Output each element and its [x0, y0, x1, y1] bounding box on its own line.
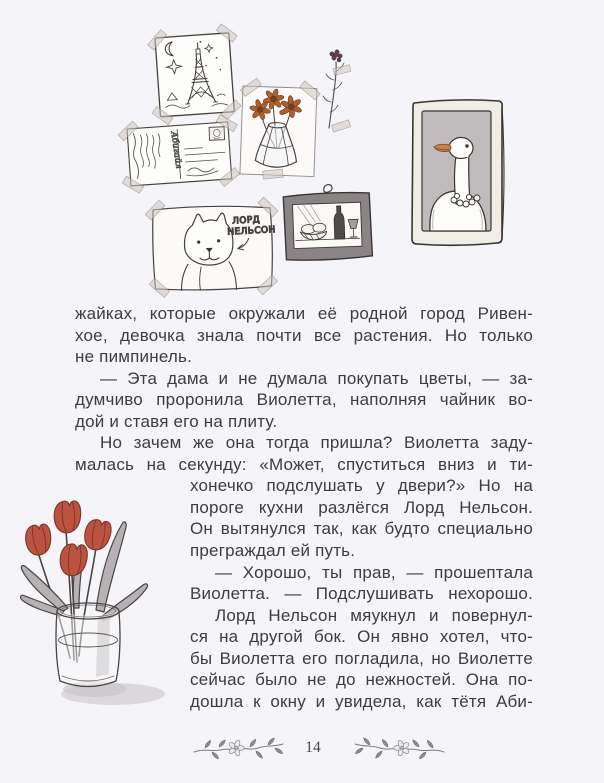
- stamp-icon: [209, 127, 224, 141]
- text-line: жайках, которые окружали её родной город Ривен-: [75, 304, 533, 323]
- flowers-picture-illustration: [237, 78, 320, 181]
- text-line: Лорд Нельсон мяукнул и повернул-: [215, 605, 533, 625]
- eiffel-postcard-illustration: [146, 23, 243, 126]
- text-line: дошла к окну и увидела, как тётя Аби-: [190, 691, 533, 711]
- handwritten-postcard-illustration: [117, 113, 242, 194]
- text-line: хое, девочка знала почти все растения. Но только: [75, 325, 533, 345]
- tulip-flower-icon: [83, 518, 112, 551]
- text-line: дой и ставя его на плиту.: [75, 411, 278, 431]
- flourish-flower-icon: [394, 739, 410, 756]
- tulip-flower-icon: [53, 500, 82, 533]
- text-line: бы Виолетта его погладила, но Виолетте: [190, 648, 533, 668]
- goose-portrait-illustration: [412, 100, 504, 245]
- tulip-vase-illustration: [10, 490, 182, 722]
- text-line: хонечко подслушать у двери?» Но на: [190, 476, 533, 496]
- text-line: не пимпинель.: [75, 347, 193, 367]
- text-line: Но зачем же она тогда пришла? Виолетта заду-: [100, 433, 533, 453]
- dried-bloom: [330, 50, 342, 62]
- text-line: малась на секунду: «Может, спуститься вниз и ти-: [75, 454, 533, 474]
- text-line: преграждал ей путь.: [190, 541, 356, 561]
- floral-flourish-left: [192, 735, 286, 761]
- text-line: — Эта дама и не думала покупать цветы, — за-: [100, 368, 533, 388]
- text-line: Виолетта. — Подслушивать нехорошо.: [190, 584, 533, 604]
- cat-picture-illustration: [145, 197, 279, 298]
- dried-flower-illustration: [323, 50, 351, 132]
- tulip-flower-icon: [59, 543, 87, 576]
- wall-illustration: [0, 0, 604, 305]
- text-line: пороге кухни разлёгся Лорд Нельсон.: [190, 497, 533, 517]
- page-number: 14: [305, 739, 321, 756]
- text-line: думчиво проронила Виолетта, наполняя чайник во-: [75, 390, 533, 410]
- still-life-frame-illustration: [283, 183, 373, 261]
- hanging-hook-icon: [324, 184, 333, 192]
- flourish-flower-icon: [228, 739, 244, 756]
- text-line: — Хорошо, ты прав, — прошептала: [215, 562, 533, 582]
- floral-flourish-right: [352, 735, 446, 761]
- postcard-script-word: Абигайл: [168, 130, 184, 170]
- cat-label-line2: НЕЛЬСОН: [227, 225, 276, 238]
- cat-label-line1: ЛОРД: [231, 215, 261, 227]
- text-line: Он вытянулся так, как будто специально: [190, 519, 533, 539]
- text-line: сейчас было не до нежностей. Она по-: [190, 670, 533, 690]
- tulip-flower-icon: [23, 523, 53, 557]
- text-line: ся на другой бок. Он явно хотел, что-: [190, 627, 533, 647]
